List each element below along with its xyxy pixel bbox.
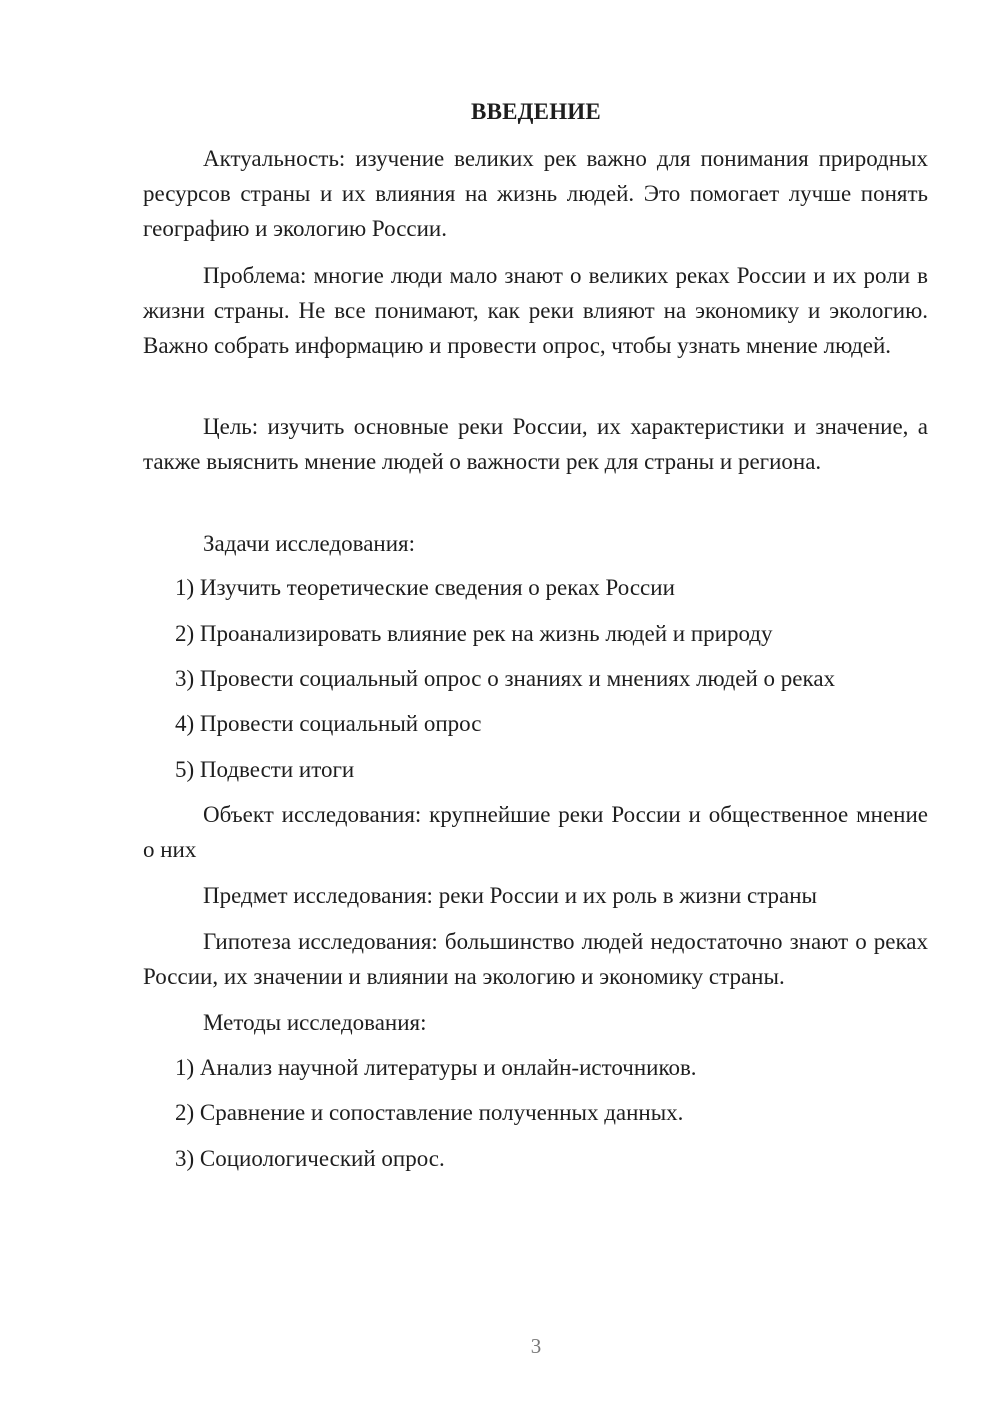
goal-paragraph: Цель: изучить основные реки России, их характеристики и значение, а также выяснить мнение людей о важности рек для страны и региона. [143, 414, 928, 474]
subject-paragraph: Предмет исследования: реки России и их роль в жизни страны [203, 883, 818, 908]
tasks-title: Задачи исследования: [203, 531, 416, 556]
task-item: 2) Проанализировать влияние рек на жизнь людей и природу [175, 621, 773, 646]
method-item: 3) Социологический опрос. [175, 1146, 445, 1171]
method-item: 1) Анализ научной литературы и онлайн-источников. [175, 1055, 697, 1080]
object-paragraph: Объект исследования: крупнейшие реки России и общественное мнение о них [143, 802, 928, 862]
methods-title: Методы исследования: [203, 1010, 427, 1035]
page-number: 3 [530, 1334, 542, 1358]
task-item: 1) Изучить теоретические сведения о реках России [175, 575, 675, 600]
problem-paragraph: Проблема: многие люди мало знают о великих реках России и их роли в жизни страны. Не все понимают, как реки влияют на экономику и экологию. Важно собрать информацию и провести опрос, чтобы узнать мнение людей. [143, 263, 928, 358]
task-item: 4) Провести социальный опрос [175, 711, 482, 736]
section-heading: ВВЕДЕНИЕ [471, 99, 601, 124]
relevance-paragraph: Актуальность: изучение великих рек важно для понимания природных ресурсов страны и их влияния на жизнь людей. Это помогает лучше понять географию и экологию России. [143, 146, 928, 241]
hypothesis-paragraph: Гипотеза исследования: большинство людей недостаточно знают о реках России, их значении и влиянии на экологию и экономику страны. [143, 929, 928, 989]
task-item: 5) Подвести итоги [175, 757, 355, 782]
method-item: 2) Сравнение и сопоставление полученных данных. [175, 1100, 684, 1125]
task-item: 3) Провести социальный опрос о знаниях и мнениях людей о реках [175, 666, 836, 691]
